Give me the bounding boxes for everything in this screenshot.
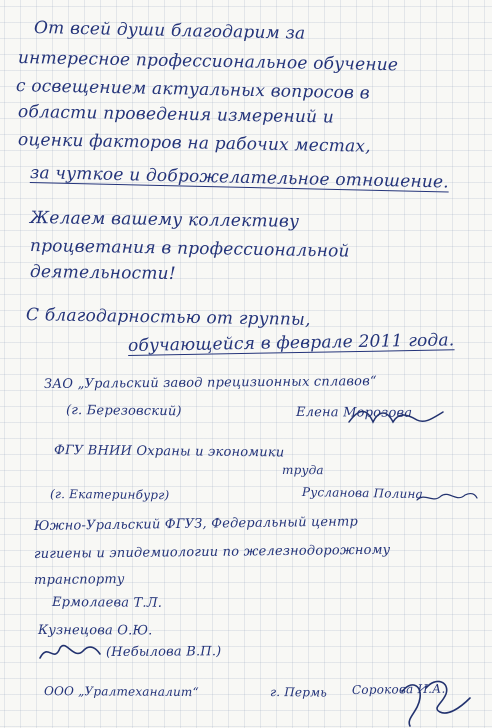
letter-line-4: области проведения измерений и (17, 102, 335, 128)
signature-mark-morozova (347, 402, 447, 430)
letter-line-3: с освещением актуальных вопросов в (15, 76, 371, 104)
signature-line-10: транспорту (33, 572, 125, 588)
signature-line-13: (Небылова В.П.) (105, 644, 222, 660)
signature-line-5: труда (281, 463, 324, 478)
signature-line-12: Кузнецова О.Ю. (37, 623, 153, 639)
signature-line-8: Южно-Уральский ФГУЗ, Федеральный центр (33, 514, 359, 534)
signature-line-1: ЗАО „Уральский завод прецизионных сплавов“ (43, 374, 377, 392)
letter-line-2: интересное профессиональное обучение (17, 48, 399, 76)
signature-line-3: Елена Морозова (295, 405, 413, 421)
letter-line-6: за чуткое и доброжелательное отношение. (29, 163, 450, 193)
letter-line-9: деятельности! (29, 262, 176, 285)
letter-line-5: оценки факторов на рабочих местах, (17, 130, 371, 157)
signature-mark-sorokova (392, 674, 476, 728)
signature-line-11: Ермолаева Т.Л. (51, 595, 163, 611)
signature-mark-ruslanova (415, 488, 479, 508)
letter-line-1: От всей души благодарим за (33, 18, 306, 44)
signature-line-15: г. Пермь (269, 685, 328, 700)
signature-line-9: гигиены и эпидемиологии по железнодорожному (33, 542, 391, 562)
signature-line-16: Сорокова И.А. (351, 681, 446, 697)
signature-line-14: ООО „Уралтеханалит“ (43, 684, 199, 700)
signature-line-4: ФГУ ВНИИ Охраны и экономики (53, 443, 285, 461)
signature-mark-nebylova (36, 638, 102, 668)
signature-line-6: (г. Екатеринбург) (49, 487, 170, 503)
letter-line-10: С благодарностью от группы, (25, 305, 311, 330)
letter-line-8: процветания в профессиональной (29, 236, 350, 262)
letter-line-7: Желаем вашему коллективу (29, 208, 300, 232)
signature-line-2: (г. Березовский) (65, 403, 182, 420)
signature-line-7: Русланова Полина (301, 485, 424, 502)
letter-line-11: обучающейся в феврале 2011 года. (127, 330, 455, 356)
